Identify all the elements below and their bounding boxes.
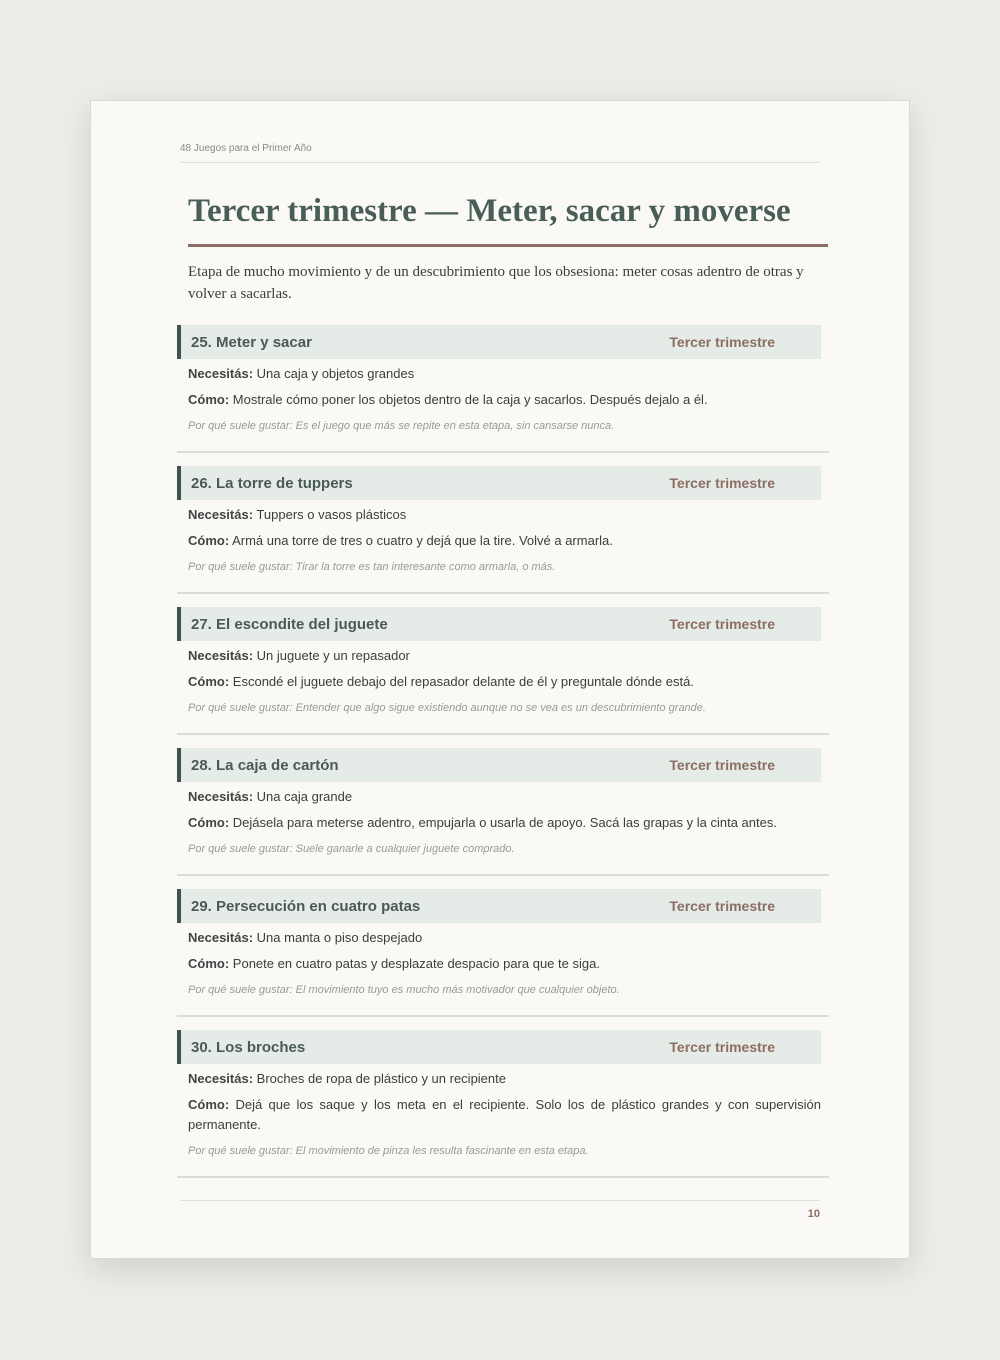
game-name: 26. La torre de tuppers xyxy=(191,474,353,492)
needs-label: Necesitás: xyxy=(188,648,254,663)
running-header: 48 Juegos para el Primer Año xyxy=(180,143,820,163)
game-body xyxy=(177,641,829,733)
needs-label: Necesitás: xyxy=(188,789,254,804)
game-header xyxy=(177,748,821,782)
needs-text: Broches de ropa de plástico y un recipiente xyxy=(256,1071,506,1086)
game-card xyxy=(177,466,829,594)
game-how xyxy=(188,954,821,974)
how-label: Cómo: xyxy=(188,956,230,971)
needs-label: Necesitás: xyxy=(188,507,254,522)
game-header xyxy=(177,1030,821,1064)
how-text: Armá una torre de tres o cuatro y dejá que la tire. Volvé a armarla. xyxy=(232,533,613,548)
game-name: 28. La caja de cartón xyxy=(191,756,339,774)
games-list xyxy=(177,325,829,1191)
game-needs xyxy=(188,1069,821,1089)
game-stage: Tercer trimestre xyxy=(669,475,775,491)
game-card xyxy=(177,607,829,735)
game-card xyxy=(177,748,829,876)
game-stage: Tercer trimestre xyxy=(669,757,775,773)
game-body xyxy=(177,923,829,1015)
how-text: Dejá que los saque y los meta en el recipiente. Solo los de plástico grandes y con supervisión permanente. xyxy=(188,1097,821,1132)
game-how xyxy=(188,390,821,410)
how-label: Cómo: xyxy=(188,1097,230,1112)
game-header xyxy=(177,889,821,923)
game-body xyxy=(177,500,829,592)
game-body xyxy=(177,1064,829,1176)
game-how xyxy=(188,1095,821,1135)
how-text: Escondé el juguete debajo del repasador delante de él y preguntale dónde está. xyxy=(232,674,694,689)
game-stage: Tercer trimestre xyxy=(669,334,775,350)
game-stage: Tercer trimestre xyxy=(669,1039,775,1055)
game-body xyxy=(177,359,829,451)
game-how xyxy=(188,813,821,833)
document-page xyxy=(90,100,910,1259)
game-name: 27. El escondite del juguete xyxy=(191,615,388,633)
section-intro: Etapa de mucho movimiento y de un descubrimiento que los obsesiona: meter cosas adentro de otras y volver a sacarlas. xyxy=(188,264,804,302)
game-why: Por qué suele gustar: El movimiento tuyo es mucho más motivador que cualquier objeto. xyxy=(188,984,620,996)
game-name: 30. Los broches xyxy=(191,1038,306,1056)
game-card xyxy=(177,889,829,1017)
game-needs xyxy=(188,787,821,807)
game-stage: Tercer trimestre xyxy=(669,616,775,632)
game-why: Por qué suele gustar: Es el juego que más se repite en esta etapa, sin cansarse nunca. xyxy=(188,420,615,432)
game-stage: Tercer trimestre xyxy=(669,898,775,914)
game-header xyxy=(177,325,821,359)
game-name: 29. Persecución en cuatro patas xyxy=(191,897,421,915)
how-text: Dejásela para meterse adentro, empujarla o usarla de apoyo. Sacá las grapas y la cinta antes. xyxy=(232,815,777,830)
game-why: Por qué suele gustar: Tirar la torre es tan interesante como armarla, o más. xyxy=(188,561,556,573)
game-header xyxy=(177,466,821,500)
how-label: Cómo: xyxy=(188,674,230,689)
needs-label: Necesitás: xyxy=(188,1071,254,1086)
game-needs xyxy=(188,505,821,525)
needs-text: Tuppers o vasos plásticos xyxy=(256,507,407,522)
game-why: Por qué suele gustar: Entender que algo sigue existiendo aunque no se vea es un descubrimiento grande. xyxy=(188,702,706,714)
game-needs xyxy=(188,646,821,666)
needs-text: Una caja y objetos grandes xyxy=(256,366,415,381)
game-how xyxy=(188,672,821,692)
needs-text: Una caja grande xyxy=(256,789,353,804)
game-header xyxy=(177,607,821,641)
game-name: 25. Meter y sacar xyxy=(191,333,312,351)
game-needs xyxy=(188,364,821,384)
page-footer xyxy=(180,1200,820,1220)
game-card xyxy=(177,325,829,453)
needs-text: Un juguete y un repasador xyxy=(256,648,410,663)
how-label: Cómo: xyxy=(188,815,230,830)
how-label: Cómo: xyxy=(188,533,230,548)
game-why: Por qué suele gustar: Suele ganarle a cualquier juguete comprado. xyxy=(188,843,515,855)
how-text: Mostrale cómo poner los objetos dentro de la caja y sacarlos. Después dejalo a él. xyxy=(232,392,708,407)
needs-label: Necesitás: xyxy=(188,930,254,945)
needs-text: Una manta o piso despejado xyxy=(256,930,423,945)
game-body xyxy=(177,782,829,874)
game-needs xyxy=(188,928,821,948)
page-number: 10 xyxy=(807,1208,820,1220)
game-card xyxy=(177,1030,829,1178)
game-how xyxy=(188,531,821,551)
section-title: Tercer trimestre — Meter, sacar y moverse xyxy=(188,193,828,247)
game-why: Por qué suele gustar: El movimiento de pinza les resulta fascinante en esta etapa. xyxy=(188,1145,589,1157)
how-label: Cómo: xyxy=(188,392,230,407)
needs-label: Necesitás: xyxy=(188,366,254,381)
how-text: Ponete en cuatro patas y desplazate despacio para que te siga. xyxy=(232,956,600,971)
